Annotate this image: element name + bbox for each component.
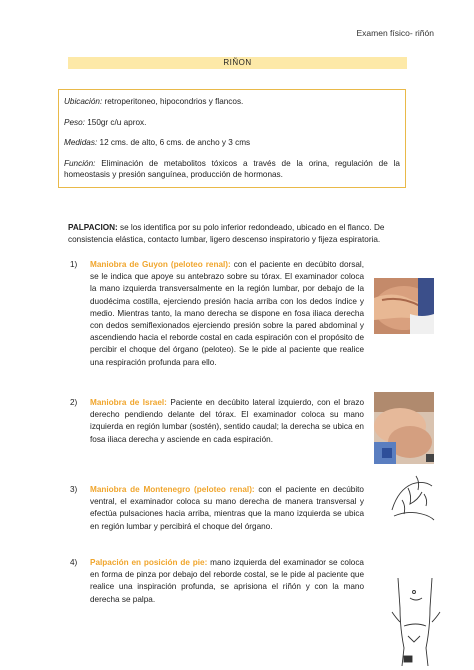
peso-label: Peso: [64, 117, 85, 127]
item-number: 3) [70, 485, 78, 494]
page-title: RIÑON [68, 57, 407, 69]
info-box [58, 89, 406, 188]
item-number: 2) [70, 398, 78, 407]
ubicacion-text: retroperitoneo, hipocondrios y flancos. [102, 97, 244, 106]
list-item-israel [70, 397, 364, 446]
item-text: con el paciente en decúbito ventral, el examinador coloca su mano derecha de manera transversal y efectúa pulsaciones hacia arriba, mientras que la mano izquierda se ubica en región lumbar y percibirá el choque del órgano. [90, 485, 364, 531]
item-text: Paciente en decúbito lateral izquierdo, con el brazo derecho pendiendo delante del tórax. El examinador coloca su mano izquierda en región lumbar (sostén), sentido caudal; la derecha se ubica en fosa iliaca derecha y asciende en cada espiración. [90, 398, 364, 444]
item-title: Maniobra de Guyon (peloteo renal): [90, 260, 231, 269]
item-title: Maniobra de Israel: [90, 398, 167, 407]
palpacion-label: PALPACION: [68, 223, 118, 232]
item-title: Maniobra de Montenegro (peloteo renal): [90, 485, 255, 494]
header-text: Examen físico- riñón [356, 28, 434, 38]
funcion-line [64, 158, 400, 180]
guyon-maneuver-photo [374, 278, 434, 334]
peso-line [64, 117, 400, 128]
standing-palpation-sketch [388, 578, 444, 666]
list-item-montenegro [70, 484, 364, 533]
list-item-guyon [70, 259, 364, 369]
ubicacion-line [64, 96, 400, 107]
palpacion-paragraph [68, 222, 408, 245]
item-text: con el paciente en decúbito dorsal, se le indica que apoye su antebrazo sobre su tórax. El examinador coloca la mano izquierda transversalmente en la región lumbar, por debajo de la duodécima costilla, ejerciendo presión hacia arriba con los dedos índice y medio. Mientras tanto, la mano derecha se dispone en fosa iliaca derecha con dedos semiflexionados ejerciendo presión sobre la pared abdominal y ascendiendo hacia el reborde costal en cada espiración con el propósito de percibir el choque del órgano (peloteo). Se le pide al paciente que realice una respiración profunda para ello. [90, 260, 364, 367]
medidas-label: Medidas: [64, 138, 98, 147]
peso-text: 150gr c/u aprox. [84, 117, 147, 127]
item-title: Palpación en posición de pie: [90, 558, 208, 567]
ubicacion-label: Ubicación: [64, 97, 103, 106]
list-item-standing [70, 557, 364, 606]
palpacion-text: se los identifica por su polo inferior redondeado, ubicado en el flanco. De consistencia elástica, contacto lumbar, ligero descenso inspiratorio y fijeza espiratoria. [68, 223, 385, 244]
israel-maneuver-photo [374, 392, 434, 464]
funcion-label: Función: [64, 158, 96, 168]
funcion-text: Eliminación de metabolitos tóxicos a través de la orina, regulación de la homeostasis y presión sanguínea, producción de hormonas. [64, 158, 400, 179]
item-number: 1) [70, 260, 78, 269]
medidas-line [64, 137, 400, 148]
medidas-text: 12 cms. de alto, 6 cms. de ancho y 3 cms [97, 138, 251, 147]
montenegro-maneuver-sketch [388, 470, 436, 526]
item-number: 4) [70, 558, 78, 567]
item-text: mano izquierda del examinador se coloca en forma de pinza por debajo del reborde costal, se le pide al paciente que realice una inspiración profunda, se aprisiona el riñón y con la mano derecha se palpa. [90, 558, 364, 604]
